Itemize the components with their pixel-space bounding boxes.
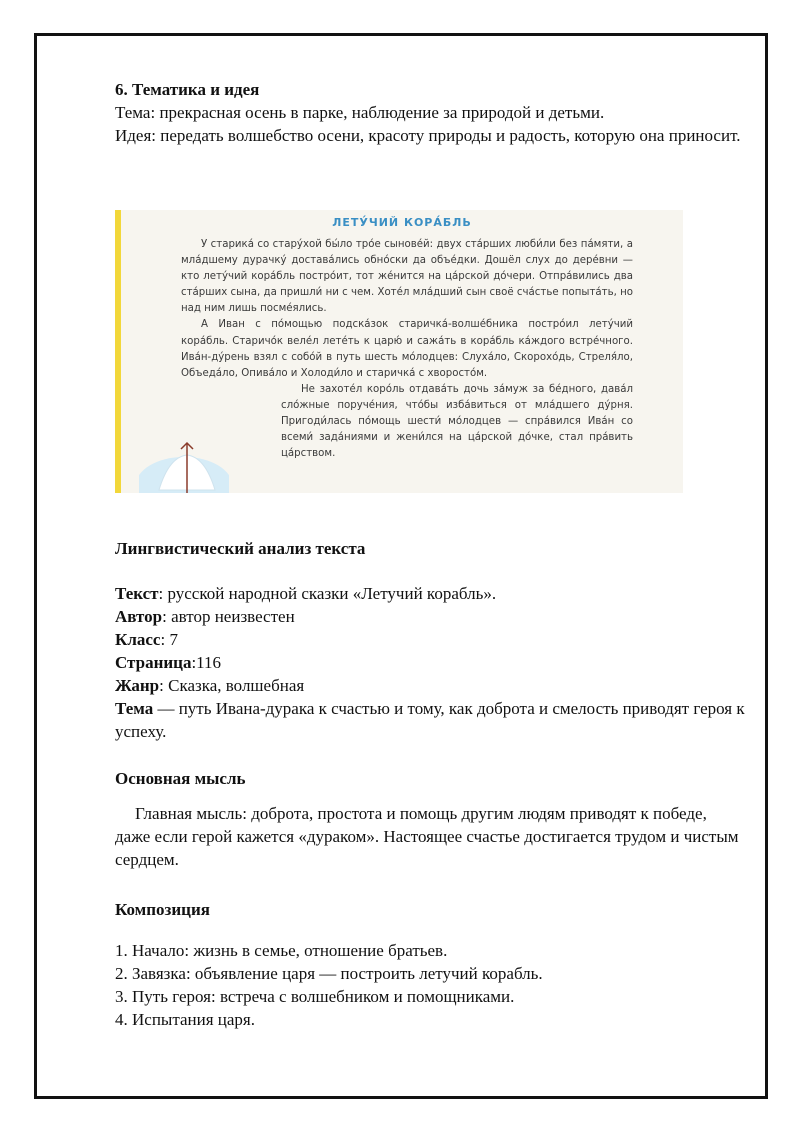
excerpt-body — [121, 229, 683, 462]
section-heading: 6. Тематика и идея — [115, 80, 260, 99]
author-row: Автор: автор неизвестен — [115, 607, 295, 626]
text-row: Текст: русской народной сказки «Летучий корабль». — [115, 584, 497, 603]
section-composition — [115, 898, 745, 1031]
genre-row: Жанр: Сказка, волшебная — [115, 676, 305, 695]
section-linguistic-analysis — [115, 537, 745, 743]
ship-illustration — [139, 435, 229, 493]
excerpt-paragraph: А Иван с по́мощью подска́зок старичка́-волше́бника постро́ил лету́чий кора́бль. Старичо́к веле́л лете́ть к царю́ и сажа́ть в кора́бль ка́ждого встре́чного. Ива́н-ду́рень взял с собо́й в путь шесть мо́лодцев: Слуха́ло, Скорохо́дь, Стреля́ло, Объеда́ло, Опива́ло и Холоди́ло и старичка́ с хворосто́м. — [181, 319, 633, 379]
composition-heading: Композиция — [115, 900, 210, 919]
main-idea-text: Главная мысль: доброта, простота и помощь другим людям приводят к победе, даже если герой кажется «дураком». Настоящее счастье достигается трудом и чистым сердцем. — [115, 804, 739, 869]
excerpt-paragraph: У старика́ со стару́хой бы́ло тро́е сынове́й: двух ста́рших люби́ли без па́мяти, а мла́дшему дурачку́ достава́лись обно́ски да объе́дки. Дошёл слух до дере́вни — кто лету́чий кора́бль постро́ит, тот же́нится на ца́рской до́чери. Отпра́вились два ста́рших сына, да пришли́ ни с чем. Хоте́л мла́дший сын своё сча́стье попыта́ть, но над ним лишь посме́ялись. — [181, 239, 633, 315]
theme-row: Тема — путь Ивана-дурака к счастью и тому, как доброта и смелость приводят героя к успеху. — [115, 699, 745, 741]
idea-line: Идея: передать волшебство осени, красоту природы и радость, которую она приносит. — [115, 126, 741, 145]
list-item: 4. Испытания царя. — [115, 1010, 256, 1029]
analysis-heading: Лингвистический анализ текста — [115, 539, 366, 558]
section-main-idea — [115, 767, 745, 871]
theme-line: Тема: прекрасная осень в парке, наблюдение за природой и детьми. — [115, 103, 605, 122]
section-theme-idea — [115, 78, 745, 147]
excerpt-paragraph: Не захоте́л коро́ль отдава́ть дочь за́муж за бе́дного, дава́л сло́жные поруче́ния, что́бы изба́виться от мла́дшего ду́рня. Пригоди́лась по́мощь шести́ мо́лодцев — спра́вился Ива́н со всеми́ зада́ниями и жени́лся на ца́рской до́чке, стал пра́вить ца́рством. — [281, 383, 633, 460]
excerpt-title: ЛЕТУ́ЧИЙ КОРА́БЛЬ — [332, 216, 472, 229]
class-row: Класс: 7 — [115, 630, 178, 649]
textbook-excerpt-image — [115, 210, 683, 493]
page-row: Страница:116 — [115, 653, 222, 672]
list-item: 1. Начало: жизнь в семье, отношение братьев. — [115, 941, 448, 960]
list-item: 2. Завязка: объявление царя — построить летучий корабль. — [115, 964, 543, 983]
list-item: 3. Путь героя: встреча с волшебником и помощниками. — [115, 987, 515, 1006]
main-idea-heading: Основная мысль — [115, 769, 246, 788]
